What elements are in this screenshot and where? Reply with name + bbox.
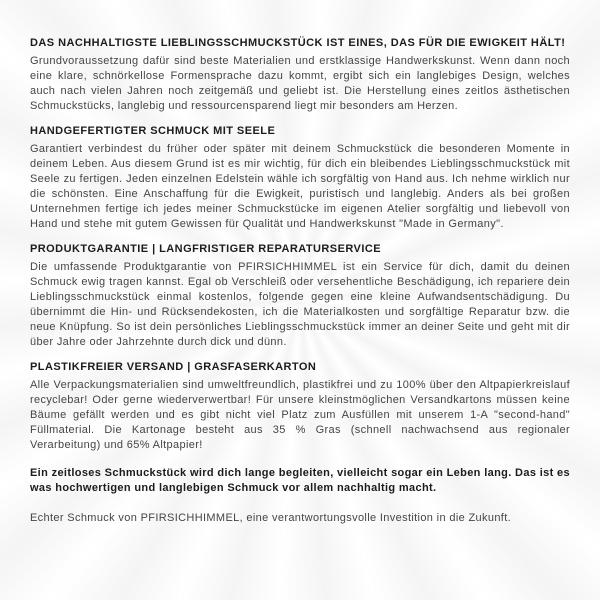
section-handmade xyxy=(30,124,570,232)
section-body-shipping: Alle Verpackungsmaterialien sind umweltfreundlich, plastikfrei und zu 100% über den Altpapierkreislauf recyclebar! Oder gerne wiederverwertbar! Für unsere kleinstmöglichen Versandkartons müssen keine Bäume gefällt werden und es gibt nicht viel Platz zum Ausfüllen mit unserem 1-A "second-hand" Füllmaterial. Die Kartonage besteht aus 35 % Gras (schnell nachwachsend aus regionaler Verarbeitung) und 65% Altpapier! xyxy=(30,379,570,451)
section-body-warranty: Die umfassende Produktgarantie von PFIRSICHHIMMEL ist ein Service für dich, damit du deinen Schmuck ewig tragen kannst. Egal ob Verschleiß oder versehentliche Beschädigung, ich repariere dein Lieblingsschmuckstück einmal kostenlos, folgende gegen eine kleine Aufwandsentschädigung. Du übernimmt die Hin- und Rücksendekosten, ich die Materialkosten und sorgfältige Reparatur bzw. die neue Knüpfung. So ist dein persönliches Lieblingsschmuckstück immer an deiner Seite und geht mit dir über Jahre oder Jahrzehnte durch dick und dünn. xyxy=(30,261,570,348)
section-body-handmade: Garantiert verbindest du früher oder später mit deinem Schmuckstück die besonderen Momente in deinem Leben. Aus diesem Grund ist es mir wichtig, für dich ein bleibendes Lieblingsschmuckstück mit Seele zu fertigen. Jeden einzelnen Edelstein wähle ich sorgfältig von Hand aus. Ich nehme wirklich nur die schönsten. Eine Anschaffung für die Ewigkeit, puristisch und langlebig. Anders als bei großen Unternehmen fertige ich jedes meiner Schmuckstücke im eigenen Atelier sorgfältig und liebevoll von Hand und stehe mit gutem Gewissen für Qualität und Handwerkskunst "Made in Germany". xyxy=(30,143,570,230)
section-sustainability xyxy=(30,36,570,114)
section-heading-shipping: PLASTIKFREIER VERSAND | GRASFASERKARTON xyxy=(30,361,317,373)
section-heading-sustainability: DAS NACHHALTIGSTE LIEBLINGSSCHMUCKSTÜCK IST EINES, DAS FÜR DIE EWIGKEIT HÄLT! xyxy=(30,37,566,49)
footer-line: Echter Schmuck von PFIRSICHHIMMEL, eine verantwortungsvolle Investition in die Zukunft. xyxy=(30,512,512,524)
section-heading-handmade: HANDGEFERTIGTER SCHMUCK MIT SEELE xyxy=(30,125,276,137)
section-heading-warranty: PRODUKTGARANTIE | LANGFRISTIGER REPARATURSERVICE xyxy=(30,243,382,255)
section-body-sustainability: Grundvoraussetzung dafür sind beste Materialien und erstklassige Handwerkskunst. Wenn dann noch eine klare, schnörkellose Formensprache dazu kommt, ergibt sich ein langlebiges Design, welches auch nach vielen Jahren noch zeitgemäß und geliebt ist. Die Herstellung eines zeitlos ästhetischen Schmuckstücks, langlebig und ressourcensparend liegt mir besonders am Herzen. xyxy=(30,55,570,112)
section-warranty xyxy=(30,242,570,350)
section-shipping xyxy=(30,360,570,453)
closing-statement: Ein zeitloses Schmuckstück wird dich lange begleiten, vielleicht sogar ein Leben lang. Das ist es was hochwertigen und langlebigen Schmuck vor allem nachhaltig macht. xyxy=(30,467,570,494)
